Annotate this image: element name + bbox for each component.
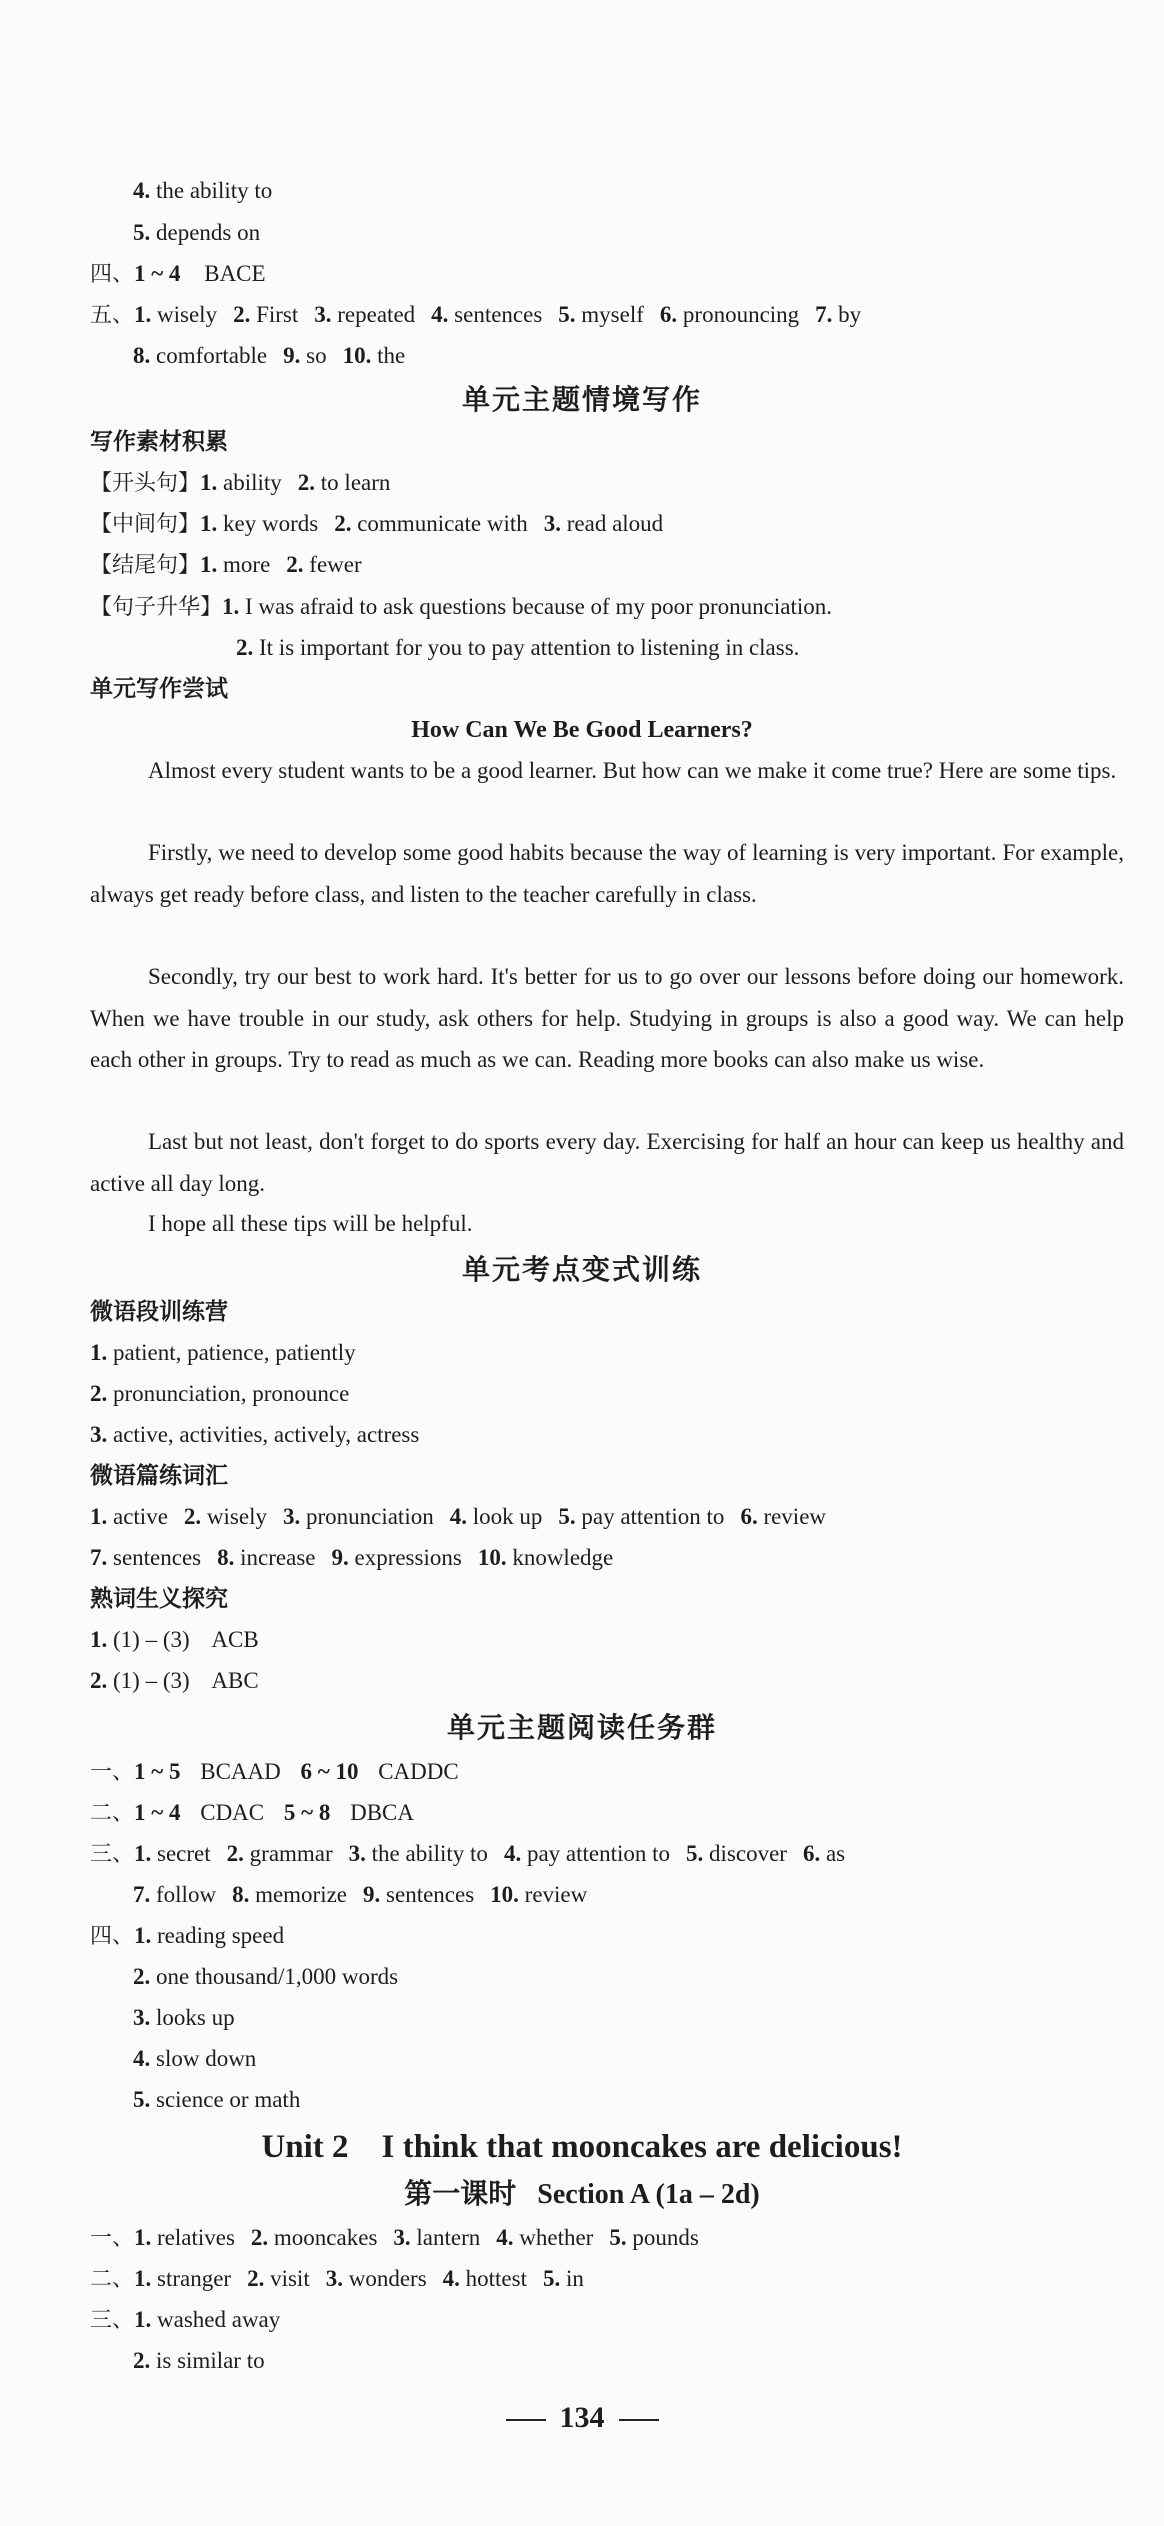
subsection-heading: 熟词生义探究 (90, 1586, 228, 1612)
answer-item: 9. expressions (331, 1545, 462, 1570)
section-heading: 单元主题情境写作 (461, 383, 702, 416)
answer-line: 2. one thousand/1,000 words (133, 1964, 399, 1989)
answer-line (90, 1537, 1134, 1579)
answer-item: 10. knowledge (477, 1545, 614, 1570)
subsection-heading: 微语段训练营 (90, 1299, 228, 1325)
answer-item: 5. pounds (609, 2225, 699, 2250)
answer-line: 5. science or math (133, 2087, 301, 2112)
answer-item: 1. secret (134, 1841, 211, 1866)
subsection-heading: 单元写作尝试 (90, 676, 228, 702)
answer-item: 4. look up (449, 1504, 543, 1529)
answer-line: 3. looks up (133, 2005, 235, 2030)
answer-line: 五、1. wisely 2. First 3. repeated 4. sentences 5. myself 6. pronouncing 7. by (90, 294, 1134, 336)
answer-line: 三、1. washed away (90, 2307, 281, 2333)
answer-line: 【开头句】1. ability 2. to learn (90, 462, 1134, 504)
answer-item: 1. relatives (134, 2225, 235, 2250)
essay-paragraph: Almost every student wants to be a good learner. But how can we make it come true? Here are some tips. (148, 758, 1117, 783)
answer-line: 2. It is important for you to pay attention to listening in class. (236, 635, 800, 660)
answer-line: 3. active, activities, actively, actress (90, 1422, 420, 1447)
answer-line: 二、1 ~ 4 CDAC 5 ~ 8 DBCA (90, 1800, 415, 1826)
answer-item: 1. wisely (134, 302, 218, 327)
answer-item: 4. whether (496, 2225, 594, 2250)
answer-line (133, 1874, 1134, 1916)
dash-left (506, 2419, 546, 2421)
answer-line (133, 335, 1134, 377)
answer-item: 7. sentences (90, 1545, 202, 1570)
answer-item: 5. in (543, 2266, 584, 2291)
answer-item: 2. mooncakes (250, 2225, 378, 2250)
answer-item: 3. wonders (325, 2266, 427, 2291)
section-heading: 单元考点变式训练 (461, 1253, 702, 1286)
unit-title: Unit 2 I think that mooncakes are delicious! (261, 2129, 903, 2165)
answer-item: 4. hottest (442, 2266, 527, 2291)
essay-paragraph: I hope all these tips will be helpful. (148, 1211, 473, 1236)
answer-item: 1. more (200, 552, 271, 577)
dash-right (619, 2419, 659, 2421)
answer-line: 2. is similar to (133, 2348, 265, 2373)
answer-line: 【结尾句】1. more 2. fewer (90, 544, 1134, 586)
answer-item: 1. active (90, 1504, 168, 1529)
answer-item: 1. ability (200, 470, 282, 495)
answer-item: 2. visit (247, 2266, 310, 2291)
answer-item: 2. to learn (297, 470, 391, 495)
answer-item: 3. pronunciation (282, 1504, 434, 1529)
essay-title: How Can We Be Good Learners? (411, 717, 753, 743)
section-heading: 单元主题阅读任务群 (446, 1711, 717, 1744)
answer-line: 二、1. stranger 2. visit 3. wonders 4. hottest 5. in (90, 2258, 1134, 2300)
answer-item: 7. follow (133, 1882, 217, 1907)
answer-item: 10. review (490, 1882, 588, 1907)
answer-item: 2. wisely (183, 1504, 267, 1529)
answer-item: 6. pronouncing (659, 302, 800, 327)
answer-line: 5. depends on (133, 220, 261, 245)
answer-item: 4. pay attention to (503, 1841, 671, 1866)
answer-item: 2. First (233, 302, 299, 327)
subsection-heading: 微语篇练词汇 (90, 1463, 228, 1489)
answer-item: 5. pay attention to (558, 1504, 725, 1529)
answer-line: 4. the ability to (133, 178, 273, 203)
answer-line: 1. patient, patience, patiently (90, 1340, 356, 1365)
answer-item: 1. key words (200, 511, 319, 536)
answer-item: 1. stranger (134, 2266, 232, 2291)
answer-line: 三、1. secret 2. grammar 3. the ability to 4. pay attention to 5. discover 6. as (90, 1833, 1134, 1875)
answer-item: 6. review (740, 1504, 827, 1529)
answer-item: 3. lantern (393, 2225, 481, 2250)
answer-line: 2. (1) – (3) ABC (90, 1668, 259, 1693)
answer-item: 8. comfortable (133, 343, 268, 368)
answer-item: 9. so (283, 343, 327, 368)
answer-item: 3. repeated (314, 302, 416, 327)
answer-line: 四、1 ~ 4 BACE (90, 261, 266, 287)
answer-item: 9. sentences (363, 1882, 475, 1907)
answer-item: 2. communicate with (334, 511, 528, 536)
answer-item: 7. by (815, 302, 862, 327)
essay-paragraph: Last but not least, don't forget to do sports every day. Exercising for half an hour can keep us healthy and active all day long. (90, 1129, 1124, 1196)
essay-paragraph: Firstly, we need to develop some good habits because the way of learning is very important. For example, always get ready before class, and listen to the teacher carefully in class. (90, 840, 1124, 907)
answer-line: 一、1 ~ 5 BCAAD 6 ~ 10 CADDC (90, 1759, 459, 1785)
answer-line: 2. pronunciation, pronounce (90, 1381, 350, 1406)
answer-item: 5. myself (558, 302, 644, 327)
essay-paragraph: Secondly, try our best to work hard. It's better for us to go over our lessons before doing our homework. When we have trouble in our study, ask others for help. Studying in groups is also a good way. We can help each other in groups. Try to read as much as we can. Reading more books can also make us wise. (90, 964, 1124, 1072)
answer-line: 一、1. relatives 2. mooncakes 3. lantern 4. whether 5. pounds (90, 2217, 1134, 2259)
answer-item: 5. discover (686, 1841, 787, 1866)
answer-line: 4. slow down (133, 2046, 257, 2071)
answer-item: 4. sentences (431, 302, 543, 327)
answer-line: 【中间句】1. key words 2. communicate with 3. read aloud (90, 503, 1134, 545)
answer-item: 8. memorize (232, 1882, 348, 1907)
lesson-title: 第一课时 Section A (1a – 2d) (404, 2177, 760, 2210)
answer-item: 2. fewer (286, 552, 362, 577)
subsection-heading: 写作素材积累 (90, 429, 228, 455)
page-number: 134 (0, 2395, 1164, 2441)
answer-item: 10. the (342, 343, 406, 368)
answer-line: 【句子升华】1. I was afraid to ask questions because of my poor pronunciation. (90, 594, 832, 620)
answer-line: 四、1. reading speed (90, 1923, 285, 1949)
answer-item: 3. read aloud (543, 511, 664, 536)
answer-line (90, 1496, 1134, 1538)
answer-item: 6. as (802, 1841, 846, 1866)
answer-item: 3. the ability to (348, 1841, 488, 1866)
answer-item: 8. increase (217, 1545, 316, 1570)
answer-line: 1. (1) – (3) ACB (90, 1627, 259, 1652)
answer-item: 2. grammar (226, 1841, 333, 1866)
